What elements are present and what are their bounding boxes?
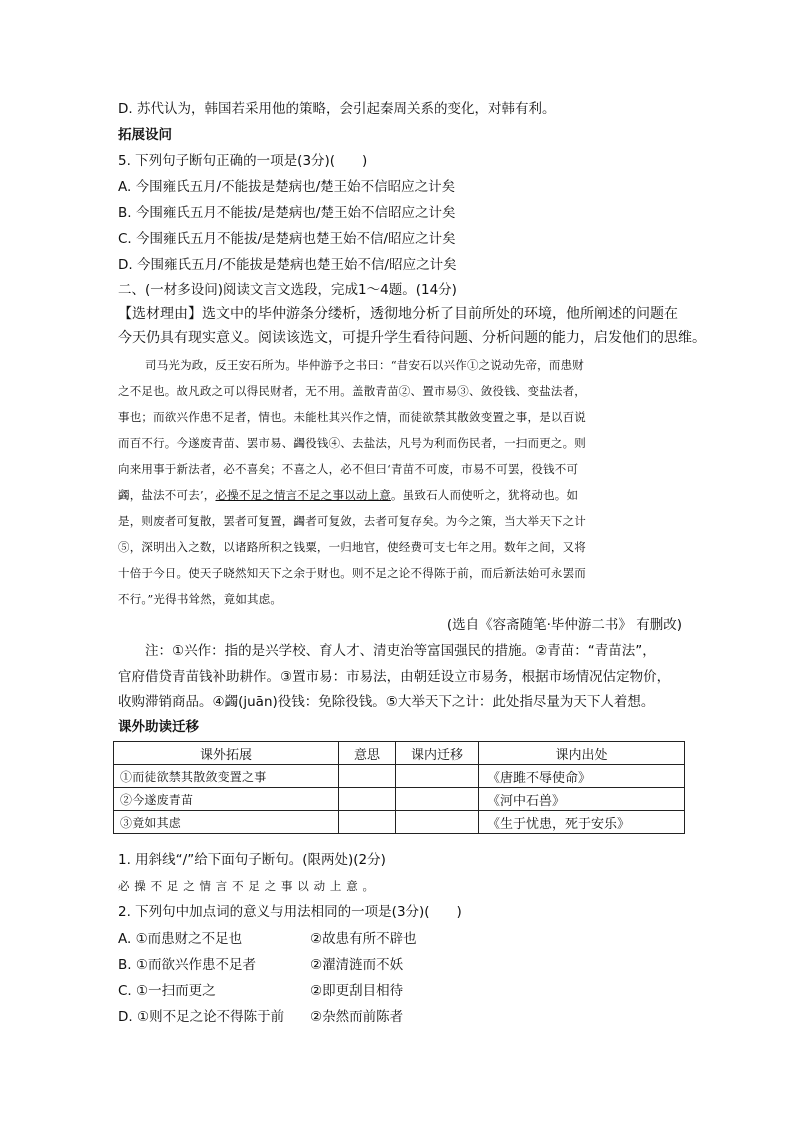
passage-line-4: 而百不行。今遂废青苗、罢市易、蠲役钱④、去盐法，凡号为利而伤民者，一扫而更之。则 [118, 436, 586, 450]
table-header-row [114, 742, 685, 765]
table-cell-extension: ③竟如其虑 [114, 811, 339, 834]
passage-line-6-end: 虽致石人而使听之，犹将动也。如 [402, 488, 579, 502]
q2-option-b [118, 955, 718, 975]
underlined-sentence-end: 。 [390, 488, 403, 502]
q5-option-a: A. 今围雍氏五月/不能拔是楚病也/楚王始不信昭应之计矣 [118, 179, 456, 195]
passage-line-6 [118, 485, 578, 505]
table-cell-source: 《唐雎不辱使命》 [479, 765, 685, 788]
passage-line-6-start: 蠲，盐法不可去’， [118, 488, 216, 502]
question-2-stem: 2. 下列句中加点词的意义与用法相同的一项是(3分)( ) [118, 904, 462, 920]
q2-option-b-first: B. ①而欲兴作患不足者 [118, 957, 256, 973]
table-cell-meaning [339, 788, 396, 811]
table-cell-meaning [339, 765, 396, 788]
q5-option-c: C. 今围雍氏五月不能拔/是楚病也楚王始不信/昭应之计矣 [118, 231, 456, 247]
q2-option-d-first: D. ①则不足之论不得陈于前 [118, 1009, 285, 1025]
option-d-text: D. 苏代认为，韩国若采用他的策略，会引起秦周关系的变化，对韩有利。 [118, 101, 556, 117]
passage-line-3: 事也；而欲兴作患不足者，情也。未能杜其兴作之情，而徒欲禁其散敛变置之事，是以百说 [118, 410, 586, 424]
table-cell-meaning [339, 811, 396, 834]
question-5-stem: 5. 下列句子断句正确的一项是(3分)( ) [118, 153, 368, 169]
notes-line-3: 收购滞销商品。④蠲(juān)役钱：免除役钱。⑤大举天下之计：此处指尽量为天下人着想。 [118, 694, 655, 710]
passage-line-9: 十倍于今日。使天子晓然知天下之余于财也。则不足之论不得陈于前，而后新法始可永罢而 [118, 566, 586, 580]
question-1-stem: 1. 用斜线“/”给下面句子断句。(限两处)(2分) [118, 852, 386, 868]
passage-line-10: 不行。”光得书耸然，竟如其虑。 [118, 592, 283, 606]
table-row [114, 811, 685, 834]
table-header-extension: 课外拓展 [114, 742, 339, 765]
q2-option-b-second: ②濯清涟而不妖 [310, 957, 404, 973]
q2-option-c [118, 981, 718, 1001]
selection-reason-line2: 今天仍具有现实意义。阅读该选文，可提升学生看待问题、分析问题的能力，启发他们的思维。 [118, 330, 706, 346]
part2-heading: 二、(一材多设问)阅读文言文选段，完成1～4题。(14分) [118, 282, 457, 298]
table-row [114, 765, 685, 788]
table-cell-transfer [396, 765, 479, 788]
extension-title: 拓展设问 [118, 127, 172, 143]
passage-line-8: ⑤，深明出入之数，以诸路所积之钱粟，一归地官，使经费可支七年之用。数年之间，又将 [118, 540, 586, 554]
underlined-sentence: 必操不足之情言不足之事以动上意 [215, 488, 391, 502]
table-row [114, 788, 685, 811]
table-cell-source: 《河中石兽》 [479, 788, 685, 811]
notes-line-1: 注：①兴作：指的是兴学校、育人才、清吏治等富国强民的措施。②青苗：“青苗法”， [145, 643, 656, 659]
q2-option-a [118, 929, 718, 949]
passage-line-2: 之不足也。故凡政之可以得民财者，无不用。盖散青苗②、置市易③、敛役钱、变盐法者， [118, 384, 586, 398]
passage-line-1: 司马光为政，反王安石所为。毕仲游予之书曰：“昔安石以兴作①之说动先帝，而患财 [145, 358, 584, 372]
passage-source: (选自《容斋随笔·毕仲游二书》 有删改) [446, 617, 682, 633]
table-cell-source: 《生于忧患，死于安乐》 [479, 811, 685, 834]
q2-option-a-first: A. ①而患财之不足也 [118, 931, 243, 947]
passage-line-7: 是，则废者可复散，罢者可复置，蠲者可复敛，去者可复存矣。为今之策，当大举天下之计 [118, 514, 586, 528]
passage-line-5: 向来用事于新法者，必不喜矣；不喜之人，必不但曰‘青苗不可废，市易不可罢，役钱不可 [118, 462, 579, 476]
table-header-transfer: 课内迁移 [396, 742, 479, 765]
table-header-source: 课内出处 [479, 742, 685, 765]
q2-option-a-second: ②故患有所不辟也 [310, 931, 417, 947]
table-header-meaning: 意思 [339, 742, 396, 765]
transfer-table [113, 741, 685, 834]
notes-line-2: 官府借贷青苗钱补助耕作。③置市易：市易法，由朝廷设立市易务，根据市场情况估定物价， [118, 669, 671, 685]
table-cell-transfer [396, 788, 479, 811]
table-cell-extension: ①而徒欲禁其散敛变置之事 [114, 765, 339, 788]
question-1-sentence: 必操不足之情言不足之事以动上意。 [118, 879, 379, 893]
selection-reason-line1: 【选材理由】选文中的毕仲游条分缕析，透彻地分析了目前所处的环境，他所阐述的问题在 [118, 306, 678, 322]
q2-option-c-second: ②即更刮目相待 [310, 983, 404, 999]
q2-option-d [118, 1007, 718, 1027]
transfer-title: 课外助读迁移 [118, 719, 199, 735]
q2-option-d-second: ②杂然而前陈者 [310, 1009, 404, 1025]
table-cell-transfer [396, 811, 479, 834]
table-cell-extension: ②今遂废青苗 [114, 788, 339, 811]
q5-option-d: D. 今围雍氏五月/不能拔是楚病也楚王始不信/昭应之计矣 [118, 257, 457, 273]
q2-option-c-first: C. ①一扫而更之 [118, 983, 216, 999]
q5-option-b: B. 今围雍氏五月不能拔/是楚病也/楚王始不信昭应之计矣 [118, 205, 456, 221]
